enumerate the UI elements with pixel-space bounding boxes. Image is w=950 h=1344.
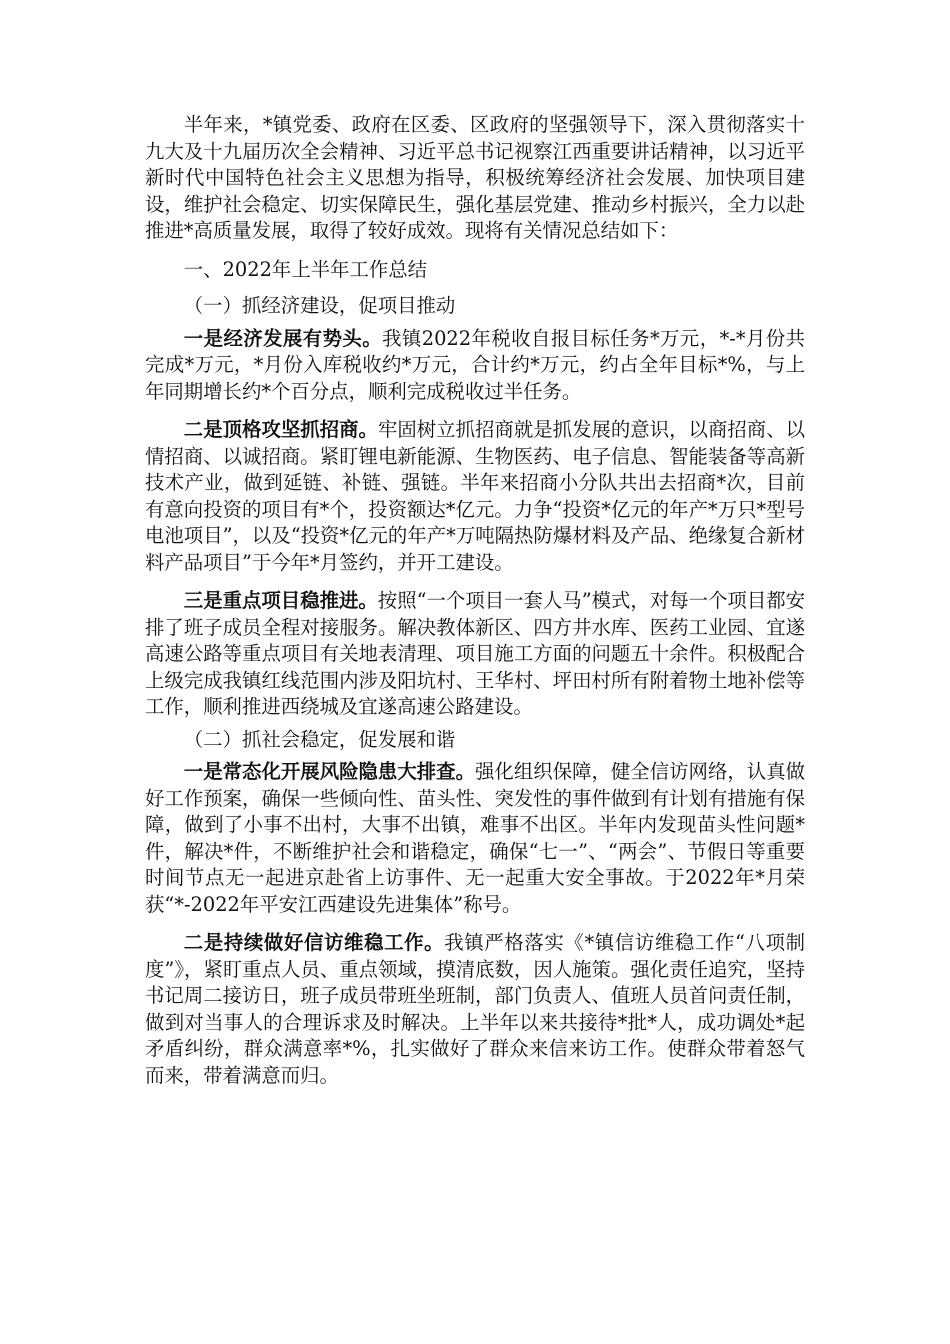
section-heading-1: 一、2022年上半年工作总结 — [183, 257, 428, 281]
item-risk-screening — [145, 759, 805, 918]
item-body: 我镇2022年税收自报目标任务*万元，*-*月份共完成*万元，*月份入库税收约*万元，合计约*万元，约占全年目标*%，与上年同期增长约*个百分点，顺利完成税收过半任务。 — [145, 326, 805, 403]
document-page — [145, 112, 805, 1089]
item-key-projects — [145, 588, 805, 721]
item-petition-stability — [145, 930, 805, 1089]
item-body: 我镇严格落实《*镇信访维稳工作“八项制度”》，紧盯重点人员、重点领域，摸清底数，因人施策。强化责任追究，坚持书记周二接访日，班子成员带班坐班制，部门负责人、值班人员首问责任制，做到对当事人的合理诉求及时解决。上半年以来共接待*批*人，成功调处*起矛盾纠纷，群众满意率*%，扎实做好了群众来信来访工作。使群众带着怒气而来，带着满意而归。 — [145, 931, 806, 1087]
item-lead: 二是持续做好信访维稳工作。 — [183, 931, 445, 954]
item-economy-growth — [145, 326, 805, 406]
subsection-heading-1: （一）抓经济建设，促项目推动 — [183, 294, 456, 317]
subsection-heading-2: （二）抓社会稳定，促发展和谐 — [183, 727, 456, 751]
item-lead: 二是顶格攻坚抓招商。 — [183, 418, 378, 441]
item-lead: 一是常态化开展风险隐患大排查。 — [183, 760, 475, 783]
item-lead: 一是经济发展有势头。 — [183, 326, 383, 350]
intro-paragraph: 半年来，*镇党委、政府在区委、区政府的坚强领导下，深入贯彻落实十九大及十九届历次全会精神、习近平总书记视察江西重要讲话精神，以习近平新时代中国特色社会主义思想为指导，积极统筹经济社会发展、加快项目建设，维护社会稳定、切实保障民生，强化基层党建、推动乡村振兴，全力以赴推进*高质量发展，取得了较好成效。现将有关情况总结如下： — [145, 113, 805, 242]
item-investment-attraction — [145, 417, 805, 576]
item-lead: 三是重点项目稳推进。 — [183, 589, 378, 612]
item-body: 按照“一个项目一套人马”模式，对每一个项目都安排了班子成员全程对接服务。解决教体新区、四方井水库、医药工业园、宜遂高速公路等重点项目有关地表清理、项目施工方面的问题五十余件。积极配合上级完成我镇红线范围内涉及阳坑村、王华村、坪田村所有附着物土地补偿等工作，顺利推进西绕城及宜遂高速公路建设。 — [145, 589, 806, 718]
item-body: 牢固树立抓招商就是抓发展的意识，以商招商、以情招商、以诚招商。紧盯锂电新能源、生物医药、电子信息、智能装备等高新技术产业，做到延链、补链、强链。半年来招商小分队共出去招商*次，目前有意向投资的项目有*个，投资额达*亿元。力争“投资*亿元的年产*万只*型号电池项目”，以及“投资*亿元的年产*万吨隔热防爆材料及产品、绝缘复合新材料产品项目”于今年*月签约，并开工建设。 — [145, 418, 806, 574]
item-body: 强化组织保障，健全信访网络，认真做好工作预案，确保一些倾向性、苗头性、突发性的事件做到有计划有措施有保障，做到了小事不出村，大事不出镇，难事不出区。半年内发现苗头性问题*件，解决*件，不断维护社会和谐稳定，确保“七一”、“两会”、节假日等重要时间节点无一起进京赴省上访事件、无一起重大安全事故。于2022年*月荣获“*-2022年平安江西建设先进集体”称号。 — [145, 760, 806, 916]
